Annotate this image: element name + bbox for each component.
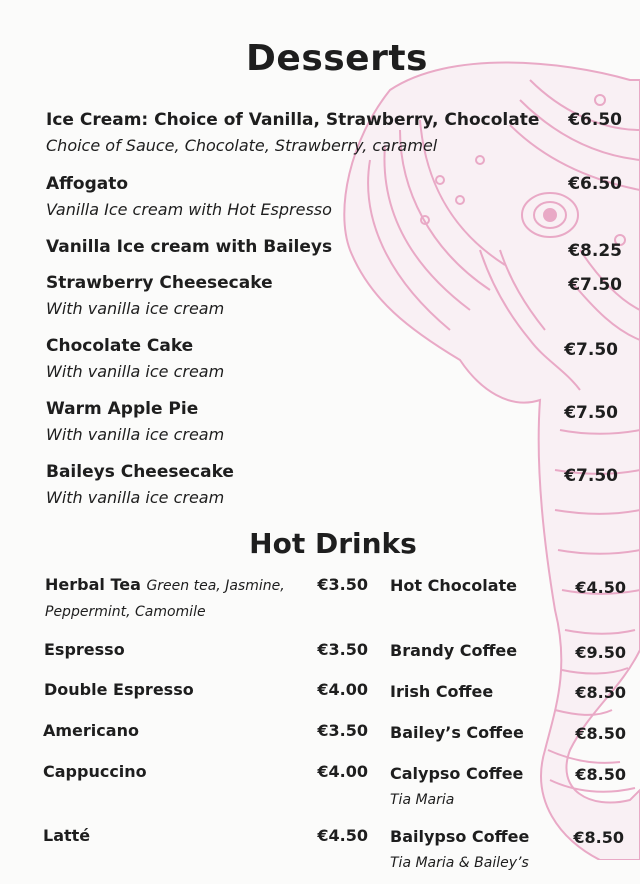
dessert-name: Warm Apple Pie: [46, 399, 199, 419]
dessert-item: [46, 271, 626, 321]
hot-drinks-title: Hot Drinks: [249, 527, 417, 560]
drink-price: €8.50: [575, 724, 626, 743]
drink-name: Irish Coffee: [390, 682, 494, 701]
drink-price: €9.50: [575, 643, 626, 662]
drink-item: [43, 761, 370, 783]
drink-price: €8.50: [575, 683, 626, 702]
drink-name: Herbal Tea: [45, 575, 141, 594]
drink-item: [43, 720, 370, 742]
drink-name: Espresso: [44, 640, 125, 659]
dessert-price: €6.50: [568, 110, 622, 130]
dessert-description: Choice of Sauce, Chocolate, Strawberry, caramel: [46, 136, 438, 155]
dessert-item: [46, 108, 626, 158]
dessert-price: €7.50: [564, 403, 618, 423]
dessert-price: €7.50: [564, 466, 618, 486]
dessert-price: €7.50: [564, 340, 618, 360]
drink-item: [390, 763, 626, 811]
drink-item: [44, 639, 370, 661]
drink-name: Bailypso Coffee: [390, 827, 530, 846]
drink-description: Tia Maria: [390, 792, 455, 808]
drink-price: €4.00: [317, 762, 368, 781]
drink-inline-note: Green tea, Jasmine,: [146, 578, 285, 594]
dessert-name: Baileys Cheesecake: [46, 462, 234, 482]
dessert-description: With vanilla ice cream: [46, 362, 225, 381]
dessert-item: [46, 172, 626, 222]
dessert-description: With vanilla ice cream: [46, 299, 225, 318]
dessert-price: €8.25: [568, 241, 622, 261]
dessert-description: With vanilla ice cream: [46, 425, 225, 444]
dessert-name: Chocolate Cake: [46, 336, 194, 356]
drink-name: Cappuccino: [43, 762, 147, 781]
drink-name: Double Espresso: [44, 680, 194, 699]
drink-name: Hot Chocolate: [390, 576, 517, 595]
dessert-item: [46, 235, 626, 259]
drink-price: €4.50: [317, 826, 368, 845]
desserts-title: Desserts: [246, 38, 428, 79]
drink-price: €4.50: [575, 578, 626, 597]
dessert-item: [46, 334, 626, 384]
drink-name: Brandy Coffee: [390, 641, 518, 660]
drink-price: €3.50: [317, 640, 368, 659]
drink-description: Peppermint, Camomile: [45, 604, 206, 620]
drink-item: [390, 826, 626, 874]
drink-item: [45, 574, 370, 623]
drink-price: €8.50: [573, 828, 624, 847]
drink-name: Bailey’s Coffee: [390, 723, 524, 742]
dessert-item: [46, 397, 626, 447]
drink-description: Tia Maria & Bailey’s: [390, 855, 529, 871]
dessert-name: Vanilla Ice cream with Baileys: [46, 237, 333, 257]
drink-item: [390, 640, 626, 662]
drink-price: €8.50: [575, 765, 626, 784]
dessert-name: Strawberry Cheesecake: [46, 273, 273, 293]
drink-name: Calypso Coffee: [390, 764, 524, 783]
dessert-name: Ice Cream: Choice of Vanilla, Strawberry, Chocolate: [46, 110, 540, 130]
dessert-price: €7.50: [568, 275, 622, 295]
dessert-price: €6.50: [568, 174, 622, 194]
drink-item: [390, 681, 626, 703]
drink-price: €3.50: [317, 721, 368, 740]
drink-item: [43, 825, 370, 847]
dessert-description: With vanilla ice cream: [46, 488, 225, 507]
drink-price: €4.00: [317, 680, 368, 699]
dessert-description: Vanilla Ice cream with Hot Espresso: [46, 200, 332, 219]
dessert-name: Affogato: [46, 174, 129, 194]
drink-item: [44, 679, 370, 701]
drink-name: Latté: [43, 826, 91, 845]
dessert-item: [46, 460, 626, 510]
drink-item: [390, 722, 626, 744]
drink-price: €3.50: [317, 575, 368, 594]
drink-item: [390, 575, 626, 597]
drink-name: Americano: [43, 721, 139, 740]
